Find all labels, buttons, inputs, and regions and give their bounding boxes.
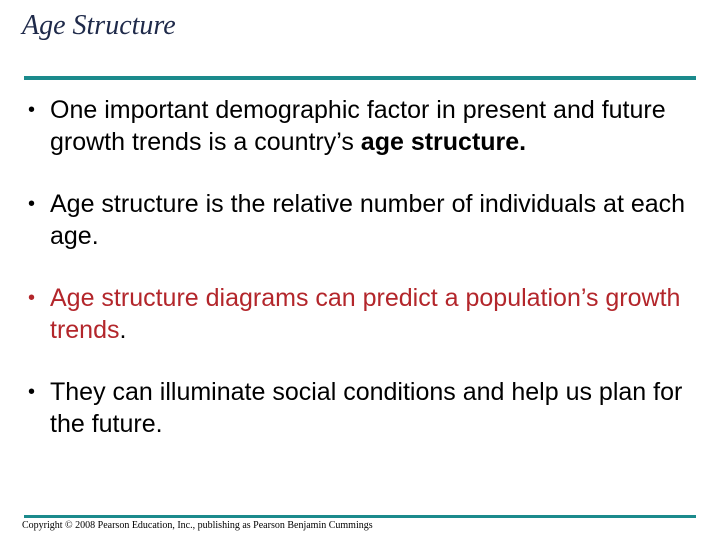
bullet-marker: •	[28, 99, 36, 121]
bullet-item	[28, 94, 688, 158]
bullet-text: They can illuminate social conditions and help us plan for the future.	[50, 378, 683, 438]
bullet-text-highlight: Age structure diagrams can predict a population’s growth trends	[50, 284, 681, 344]
bullet-period: .	[119, 316, 127, 344]
bullet-text: One important demographic factor in present and future growth trends is a country’s	[50, 96, 666, 156]
bullet-item	[28, 376, 688, 440]
title-divider	[24, 76, 696, 80]
slide-title: Age Structure	[22, 10, 176, 41]
bullet-text: Age structure is the relative number of individuals at each age.	[50, 190, 686, 250]
bullet-marker: •	[28, 287, 36, 309]
copyright-footer: Copyright © 2008 Pearson Education, Inc., publishing as Pearson Benjamin Cummings	[22, 520, 373, 531]
bullet-marker: •	[28, 381, 36, 403]
bullet-bold-term: age structure.	[360, 128, 527, 156]
bullet-marker: •	[28, 193, 36, 215]
bullet-item	[28, 188, 688, 252]
bullet-item-highlight	[28, 282, 688, 346]
bullet-list	[28, 94, 688, 470]
footer-divider	[24, 515, 696, 518]
